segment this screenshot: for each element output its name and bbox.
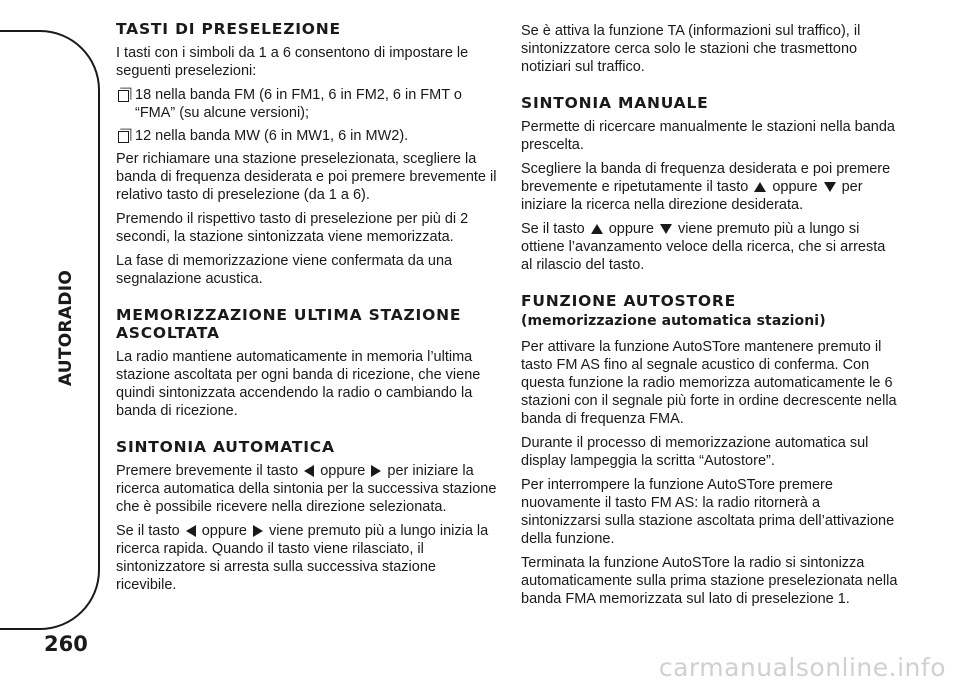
text-run: viene premuto più a lungo inizia la ricerca rapida. Quando il tasto viene rilasciato, il sintonizzatore si arresta sulla successiva stazione ricevibile.	[116, 523, 489, 593]
paragraph: La fase di memorizzazione viene confermata da una segnalazione acustica.	[116, 253, 453, 287]
paragraph: Per attivare la funzione AutoSTore mantenere premuto il tasto FM AS fino al segnale acustico di conferma. Con questa funzione la radio memorizza automaticamente le 6 stazioni con il segnale più forte in ordine decrescente nella banda di frequenza FMA.	[521, 339, 897, 427]
text-run: Scegliere la banda di frequenza desiderata e poi premere brevemente e ripetutamente il tasto	[521, 161, 891, 195]
seek-up-icon	[591, 224, 603, 234]
list-item	[116, 127, 498, 145]
left-column	[116, 20, 498, 600]
seek-right-icon	[253, 525, 263, 537]
text-run: per iniziare la ricerca nella direzione desiderata.	[521, 179, 863, 213]
paragraph	[521, 220, 899, 274]
paragraph: Durante il processo di memorizzazione automatica sul display lampeggia la scritta “Autostore”.	[521, 435, 869, 469]
paragraph	[116, 522, 498, 594]
paragraph: Premendo il rispettivo tasto di preselezione per più di 2 secondi, la stazione sintonizzata viene memorizzata.	[116, 211, 469, 245]
paragraph: Se è attiva la funzione TA (informazioni sul traffico), il sintonizzatore cerca solo le stazioni che trasmettono notiziari sul traffico.	[521, 23, 861, 75]
section-label: AUTORADIO	[56, 269, 76, 387]
text-run: oppure	[608, 221, 654, 237]
seek-down-icon	[824, 182, 836, 192]
subheading-autostore: (memorizzazione automatica stazioni)	[521, 313, 826, 329]
text-run: per iniziare la ricerca automatica della sintonia per la successiva stazione che è possibile ricevere nella direzione selezionata.	[116, 463, 497, 515]
text-run: oppure	[201, 523, 247, 539]
checkbox-bullet-icon	[118, 90, 129, 102]
text-run: Se il tasto	[521, 221, 585, 237]
seek-right-icon	[371, 465, 381, 477]
watermark: carmanualsonline.info	[658, 653, 946, 682]
heading-manual-tuning: SINTONIA MANUALE	[521, 94, 709, 112]
seek-down-icon	[660, 224, 672, 234]
paragraph: Per richiamare una stazione preselezionata, scegliere la banda di frequenza desiderata e poi premere brevemente il relativo tasto di preselezione (da 1 a 6).	[116, 151, 497, 203]
text-run: oppure	[772, 179, 818, 195]
text-run: oppure	[320, 463, 366, 479]
paragraph: La radio mantiene automaticamente in memoria l’ultima stazione ascoltata per ogni banda di ricezione, che viene quindi sintonizzata accendendo la radio o cambiando la banda di ricezione.	[116, 349, 481, 419]
text-run: Premere brevemente il tasto	[116, 463, 299, 479]
paragraph: Per interrompere la funzione AutoSTore premere nuovamente il tasto FM AS: la radio ritornerà a sintonizzarsi sulla stazione ascoltata prima dell’attivazione della funzione.	[521, 477, 895, 547]
section-tab	[0, 30, 100, 630]
list-item-text: 12 nella banda MW (6 in MW1, 6 in MW2).	[135, 128, 409, 144]
paragraph	[116, 462, 498, 516]
seek-left-icon	[186, 525, 196, 537]
checkbox-bullet-icon	[118, 131, 129, 143]
list-item	[116, 86, 498, 122]
paragraph: Permette di ricercare manualmente le stazioni nella banda prescelta.	[521, 119, 895, 153]
paragraph: I tasti con i simboli da 1 a 6 consentono di impostare le seguenti preselezioni:	[116, 45, 469, 79]
text-run: viene premuto più a lungo si ottiene l’avanzamento veloce della ricerca, che si arresta al rilascio del tasto.	[521, 221, 886, 273]
paragraph: Terminata la funzione AutoSTore la radio si sintonizza automaticamente sulla prima stazione preselezionata nella banda FMA memorizzata sul lato di preselezione 1.	[521, 555, 898, 607]
heading-autostore: FUNZIONE AUTOSTORE	[521, 292, 736, 310]
text-run: Se il tasto	[116, 523, 180, 539]
seek-left-icon	[304, 465, 314, 477]
right-column	[521, 22, 899, 614]
page-number: 260	[44, 632, 88, 656]
seek-up-icon	[754, 182, 766, 192]
list-item-text: 18 nella banda FM (6 in FM1, 6 in FM2, 6 in FMT o “FMA” (su alcune versioni);	[135, 87, 462, 121]
heading-last-station: MEMORIZZAZIONE ULTIMA STAZIONE ASCOLTATA	[116, 306, 462, 342]
heading-auto-tuning: SINTONIA AUTOMATICA	[116, 438, 335, 456]
heading-preset-keys: TASTI DI PRESELEZIONE	[116, 20, 341, 38]
paragraph	[521, 160, 899, 214]
